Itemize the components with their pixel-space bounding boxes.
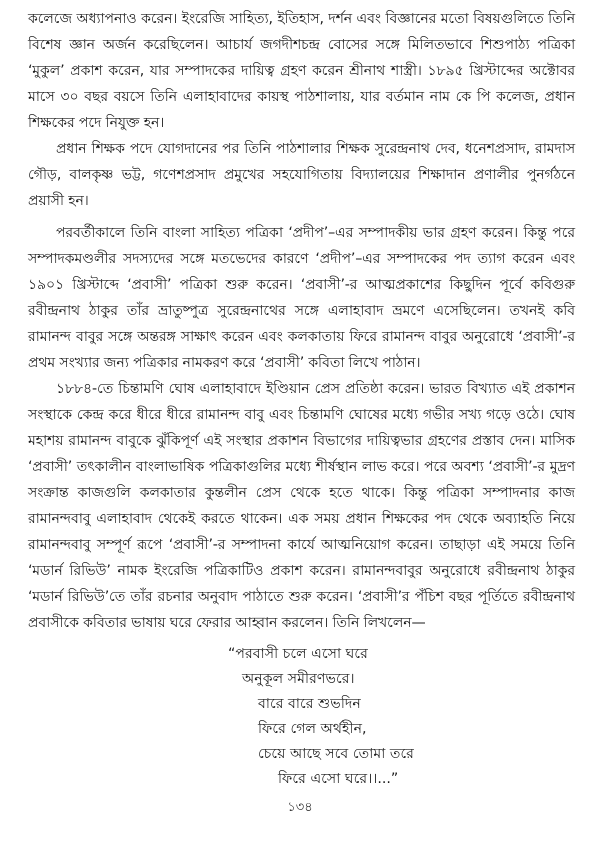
paragraph-3: পরবর্তীকালে তিনি বাংলা সাহিত্য পত্রিকা ‘প্রদীপ’–এর সম্পাদকীয় ভার গ্রহণ করেন। কিন্তু পরে সম্পাদকমণ্ডলীর সদস্যদের সঙ্গে মতভেদের কারণে ‘প্রদীপ’–এর সম্পাদকের পদ ত্যাগ করেন এবং ১৯০১ খ্রিস্টাব্দে ‘প্রবাসী’ পত্রিকা শুরু করেন। ‘প্রবাসী’-র আত্মপ্রকাশের কিছুদিন পূর্বে কবিগুরু রবীন্দ্রনাথ ঠাকুর তাঁর ভ্রাতুষ্পুত্র সুরেন্দ্রনাথের সঙ্গে এলাহাবাদ ভ্রমণে এসেছিলেন। তখনই কবি রামানন্দ বাবুর সঙ্গে অন্তরঙ্গ সাক্ষাৎ করেন এবং কলকাতায় ফিরে রামানন্দ বাবুর অনুরোধে ‘প্রবাসী’-র প্রথম সংখ্যার জন্য পত্রিকার নামকরণ করে ‘প্রবাসী’ কবিতা লিখে পাঠান। bbox=[28, 225, 575, 371]
poem-line: ফিরে এসো ঘরে।।...” bbox=[278, 771, 399, 787]
poem-line: অনুকূল সমীরণভরে। bbox=[242, 671, 355, 687]
poem-line: চেয়ে আছে সবে তোমা তরে bbox=[258, 746, 414, 762]
paragraph-2: প্রধান শিক্ষক পদে যোগদানের পর তিনি পাঠশালার শিক্ষক সুরেন্দ্রনাথ দেব, ধনেশপ্রসাদ, রামদাস গৌড়, বালকৃষ্ণ ভট্ট, গণেশপ্রসাদ প্রমুখের সহযোগিতায় বিদ্যালয়ের শিক্ষাদান প্রণালীর পুনর্গঠনে প্রয়াসী হন। bbox=[28, 141, 575, 209]
page-number: ১৩৪ bbox=[287, 800, 313, 815]
paragraph-4: ১৮৮৪-তে চিন্তামণি ঘোষ এলাহাবাদে ইণ্ডিয়ান প্রেস প্রতিষ্ঠা করেন। ভারত বিখ্যাত এই প্রকাশন সংস্থাকে কেন্দ্র করে ধীরে ধীরে রামানন্দ বাবু এবং চিন্তামণি ঘোষের মধ্যে গভীর সখ্য গড়ে ওঠে। ঘোষ মহাশয় রামানন্দ বাবুকে ঝুঁকিপূর্ণ এই সংস্থার প্রকাশন বিভাগের দায়িত্বভার গ্রহণের প্রস্তাব দেন। মাসিক ‘প্রবাসী’ তৎকালীন বাংলাভাষিক পত্রিকাগুলির মধ্যে শীর্ষস্থান লাভ করে। পরে অবশ্য ‘প্রবাসী’-র মুদ্রণ সংক্রান্ত কাজগুলি কলকাতার কুন্তলীন প্রেস থেকে হতে থাকে। কিন্তু পত্রিকা সম্পাদনার কাজ রামানন্দবাবু এলাহাবাদ থেকেই করতে থাকেন। এক সময় প্রধান শিক্ষকের পদ থেকে অব্যাহতি নিয়ে রামানন্দবাবু সম্পূর্ণ রূপে ‘প্রবাসী’-র সম্পাদনা কার্যে আত্মনিয়োগ করেন। তাছাড়া এই সময়ে তিনি ‘মডার্ন রিভিউ’ নামক ইংরেজি পত্রিকাটিও প্রকাশ করেন। রামানন্দবাবুর অনুরোধে রবীন্দ্রনাথ ঠাকুর ‘মডার্ন রিভিউ’তে তাঁর রচনার অনুবাদ পাঠাতে শুরু করেন। ‘প্রবাসী’র পঁচিশ বছর পূর্তিতে রবীন্দ্রনাথ প্রবাসীকে কবিতার ভাষায় ঘরে ফেরার আহ্বান করলেন। তিনি লিখলেন— bbox=[28, 381, 575, 631]
poem-line: ফিরে গেল অর্থহীন, bbox=[258, 721, 367, 737]
poem-line: বারে বারে শুভদিন bbox=[258, 696, 361, 712]
poem-quote bbox=[28, 642, 575, 792]
paragraph-1: কলেজে অধ্যাপনাও করেন। ইংরেজি সাহিত্য, ইতিহাস, দর্শন এবং বিজ্ঞানের মতো বিষয়গুলিতে তিনি বিশেষ জ্ঞান অর্জন করেছিলেন। আচার্য জগদীশচন্দ্র বোসের সঙ্গে মিলিতভাবে শিশুপাঠ্য পত্রিকা ‘মুকুল’ প্রকাশ করেন, যার সম্পাদকের দায়িত্ব গ্রহণ করেন শ্রীনাথ শাস্ত্রী। ১৮৯৫ খ্রিস্টাব্দের অক্টোবর মাসে ৩০ বছর বয়সে তিনি এলাহাবাদের কায়স্থ পাঠশালায়, যার বর্তমান নাম কে পি কলেজ, প্রধান শিক্ষকের পদে নিযুক্ত হন। bbox=[28, 11, 575, 131]
poem-line: “পরবাসী চলে এসো ঘরে bbox=[228, 646, 368, 662]
document-page bbox=[28, 6, 575, 792]
